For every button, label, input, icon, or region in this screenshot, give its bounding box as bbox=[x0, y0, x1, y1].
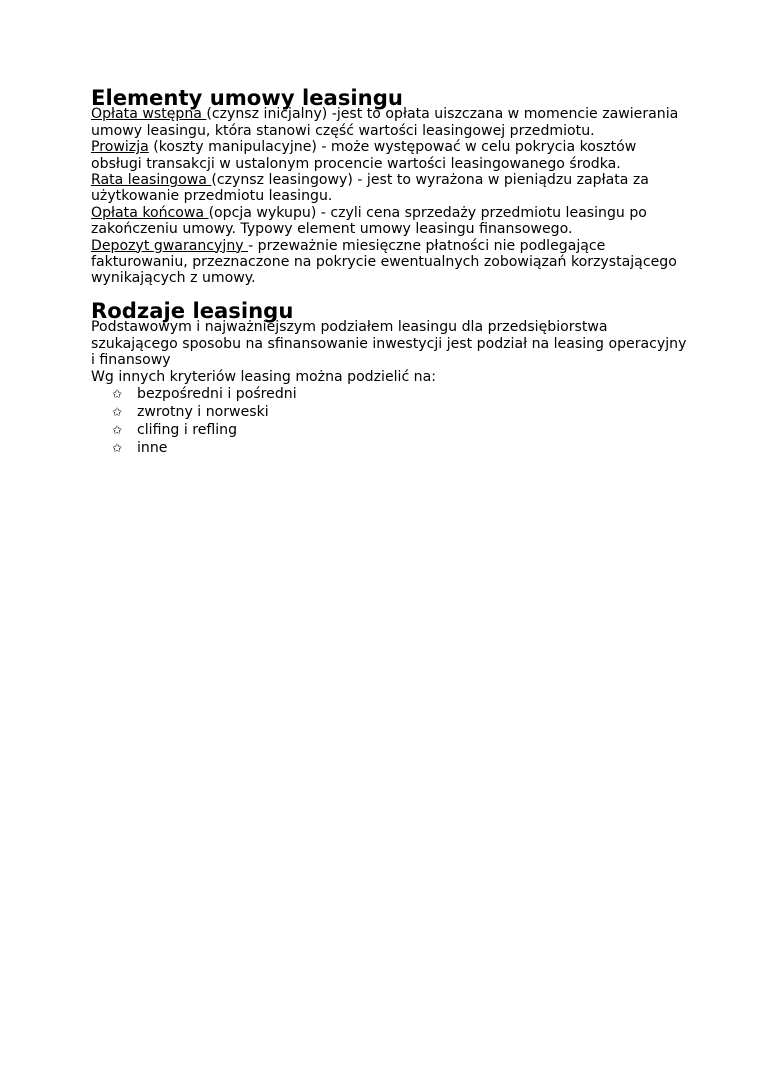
paragraph-oplata-koncowa bbox=[91, 205, 691, 238]
star-outline-icon: ✩ bbox=[112, 404, 123, 419]
definition-depozyt-gwarancyjny: - przeważnie miesięczne płatności nie podlegające fakturowaniu, przeznaczone na pokrycie ewentualnych zobowiązań korzystającego wynikających z umowy. bbox=[91, 237, 677, 287]
list-item-text: clifing i refling bbox=[137, 421, 238, 438]
term-prowizja: Prowizja bbox=[91, 139, 149, 156]
document-page bbox=[91, 85, 691, 457]
paragraph-depozyt-gwarancyjny bbox=[91, 238, 691, 287]
term-depozyt-gwarancyjny: Depozyt gwarancyjny bbox=[91, 237, 249, 254]
paragraph-criteria: Wg innych kryteriów leasing można podzielić na: bbox=[91, 368, 436, 385]
paragraph-prowizja bbox=[91, 139, 691, 172]
bullet-list bbox=[91, 385, 691, 457]
section-title-elements: Elementy umowy leasingu bbox=[91, 85, 403, 110]
paragraph-intro: Podstawowym i najważniejszym podziałem leasingu dla przedsiębiorstwa szukającego sposobu na sfinansowanie inwestycji jest podział na leasing operacyjny i finansowy bbox=[91, 319, 687, 369]
star-outline-icon: ✩ bbox=[112, 422, 123, 437]
list-item-text: zwrotny i norweski bbox=[137, 403, 269, 420]
term-oplata-wstepna: Opłata wstępna bbox=[91, 106, 207, 123]
definition-oplata-wstepna: (czynsz inicjalny) -jest to opłata uiszczana w momencie zawierania umowy leasingu, która stanowi część wartości leasingowej przedmiotu. bbox=[91, 106, 679, 139]
paragraph-oplata-wstepna bbox=[91, 106, 691, 139]
list-item bbox=[112, 403, 691, 421]
definition-rata-leasingowa: (czynsz leasingowy) - jest to wyrażona w pieniądzu zapłata za użytkowanie przedmiotu leasingu. bbox=[91, 172, 649, 205]
term-rata-leasingowa: Rata leasingowa bbox=[91, 172, 212, 189]
section-title-types: Rodzaje leasingu bbox=[91, 297, 294, 323]
star-outline-icon: ✩ bbox=[112, 440, 123, 455]
definition-oplata-koncowa: (opcja wykupu) - czyli cena sprzedaży przedmiotu leasingu po zakończeniu umowy. Typowy element umowy leasingu finansowego. bbox=[91, 204, 647, 238]
star-outline-icon: ✩ bbox=[112, 386, 123, 401]
list-item bbox=[112, 385, 691, 403]
list-item bbox=[112, 439, 691, 457]
paragraph-rata-leasingowa bbox=[91, 172, 691, 205]
term-oplata-koncowa: Opłata końcowa bbox=[91, 204, 209, 221]
list-item bbox=[112, 421, 691, 439]
definition-prowizja: (koszty manipulacyjne) - może występować w celu pokrycia kosztów obsługi transakcji w ustalonym procencie wartości leasingowanego środka. bbox=[91, 139, 637, 172]
list-item-text: inne bbox=[137, 439, 168, 456]
list-item-text: bezpośredni i pośredni bbox=[137, 385, 297, 402]
